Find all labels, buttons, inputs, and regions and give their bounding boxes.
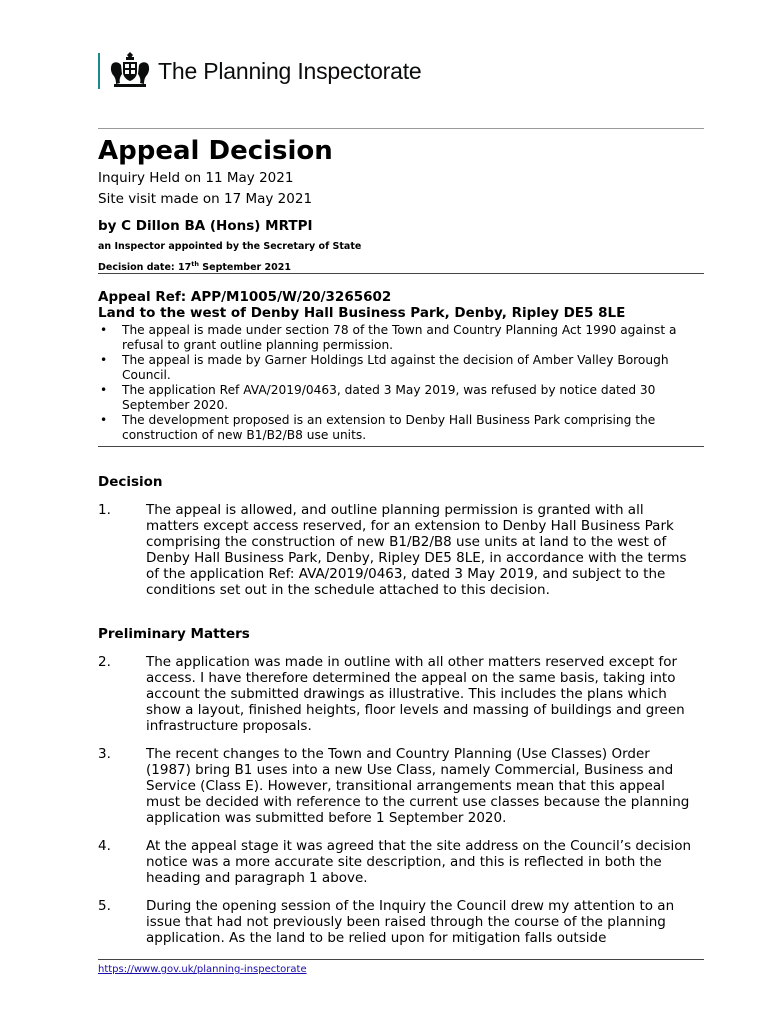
paragraph [98, 838, 698, 886]
list-item: • The development proposed is an extension to Denby Hall Business Park comprising the construction of new B1/B2/B8 use units. [98, 413, 708, 442]
inspector-name: by C Dillon BA (Hons) MRTPI [98, 218, 313, 234]
appeal-bullets [98, 323, 708, 442]
paragraph-text: At the appeal stage it was agreed that the site address on the Council’s decision notice was a more accurate site description, and this is reflected in both the heading and paragraph 1 above. [146, 838, 692, 886]
divider-appeal-top [98, 273, 704, 274]
decision-date: Decision date: 17th September 2021 [98, 260, 291, 274]
paragraph-number: 1. [98, 502, 111, 518]
page-title: Appeal Decision [98, 136, 333, 166]
paragraph-number: 3. [98, 746, 111, 762]
org-name: The Planning Inspectorate [158, 57, 422, 84]
site-visit-date: Site visit made on 17 May 2021 [98, 191, 313, 207]
divider-top [98, 128, 704, 129]
list-item: • The application Ref AVA/2019/0463, dated 3 May 2019, was refused by notice dated 30 September 2020. [98, 383, 708, 412]
appeal-ref: Appeal Ref: APP/M1005/W/20/3265602 [98, 289, 392, 305]
appeal-site: Land to the west of Denby Hall Business Park, Denby, Ripley DE5 8LE [98, 305, 626, 321]
paragraph-number: 2. [98, 654, 111, 670]
appointed-by: an Inspector appointed by the Secretary of State [98, 241, 362, 252]
paragraph-text: The application was made in outline with all other matters reserved except for access. I have therefore determined the appeal on the same basis, taking into account the submitted drawings as illustrative. This includes the plans which show a layout, finished heights, floor levels and massing of buildings and green infrastructure proposals. [146, 654, 685, 734]
paragraph-text: During the opening session of the Inquiry the Council drew my attention to an issue that had not previously been raised through the course of the planning application. As the land to be relied upon for mitigation falls outside [146, 898, 675, 946]
paragraph [98, 898, 698, 948]
header-accent-bar [98, 53, 100, 89]
section-heading-preliminary: Preliminary Matters [98, 626, 250, 642]
paragraph [98, 654, 698, 734]
list-item: • The appeal is made by Garner Holdings Ltd against the decision of Amber Valley Borough Council. [98, 353, 708, 382]
divider-footer [98, 959, 704, 960]
paragraph-text: The recent changes to the Town and Country Planning (Use Classes) Order (1987) bring B1 uses into a new Use Class, namely Commercial, Business and Service (Class E). However, transitional arrangements mean that this appeal must be decided with reference to the current use classes because the planning application was submitted before 1 September 2020. [146, 746, 690, 826]
divider-appeal-bottom [98, 446, 704, 447]
paragraph [98, 746, 698, 826]
royal-crest-icon [108, 52, 152, 90]
paragraph [98, 502, 698, 598]
paragraph-number: 4. [98, 838, 111, 854]
header [98, 52, 422, 90]
section-heading-decision: Decision [98, 474, 163, 490]
list-item: • The appeal is made under section 78 of the Town and Country Planning Act 1990 against a refusal to grant outline planning permission. [98, 323, 708, 352]
inquiry-date: Inquiry Held on 11 May 2021 [98, 170, 294, 186]
appeal-summary [98, 289, 708, 443]
paragraph-text: The appeal is allowed, and outline planning permission is granted with all matters except access reserved, for an extension to Denby Hall Business Park comprising the construction of new B1/B2/B8 use units at land to the west of Denby Hall Business Park, Denby, Ripley DE5 8LE, in accordance with the terms of the application Ref: AVA/2019/0463, dated 3 May 2019, and subject to the conditions set out in the schedule attached to this decision. [146, 502, 687, 598]
paragraph-number: 5. [98, 898, 111, 914]
footer-link[interactable]: https://www.gov.uk/planning-inspectorate [98, 964, 307, 975]
